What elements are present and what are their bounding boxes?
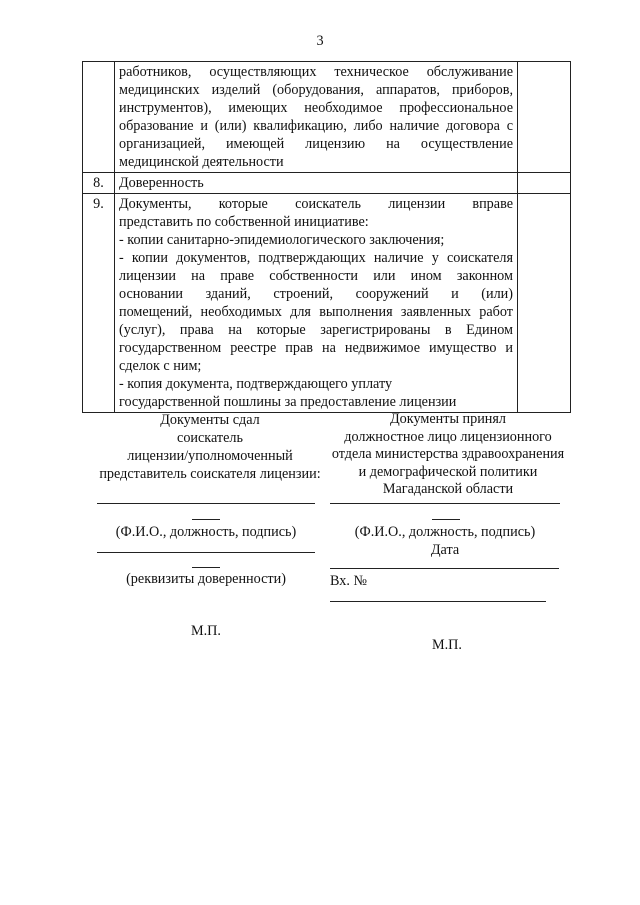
- row-number-cell: [83, 62, 115, 173]
- page-number: 3: [316, 33, 324, 49]
- table-row: [83, 173, 571, 194]
- submitter-fio-label: (Ф.И.О., должность, подпись): [115, 524, 297, 540]
- submitter-stamp-label: М.П.: [191, 623, 221, 639]
- heading-line: лицензии/уполномоченный: [127, 448, 293, 464]
- row-text-cell: Доверенность: [115, 173, 518, 194]
- text-line: сделок с ним;: [119, 358, 202, 374]
- date-label: Дата: [430, 542, 460, 558]
- text-line: медицинских изделий (оборудования, аппаратов, приборов,: [119, 82, 513, 98]
- text-line: (услуг), права на которые зарегистрированы в Едином: [119, 322, 513, 338]
- text-line: государственном реестре прав на недвижимое имущество и: [119, 340, 513, 356]
- text-line: работников, осуществляющих техническое обслуживание: [119, 64, 513, 80]
- requisites-line: [97, 552, 315, 553]
- mark-cell: [518, 194, 571, 413]
- table-row: [83, 194, 571, 413]
- acceptor-fio-label: (Ф.И.О., должность, подпись): [354, 524, 536, 540]
- heading-line: Документы принял: [390, 411, 506, 427]
- text-line: инструментов), имеющих необходимое профессиональное: [119, 100, 513, 116]
- row-number-cell: 9.: [83, 194, 115, 413]
- acceptor-stamp-label: М.П.: [432, 637, 462, 653]
- requisites-label: (реквизиты доверенности): [126, 571, 286, 587]
- heading-line: представитель соискателя лицензии:: [99, 466, 321, 482]
- text-line: основании зданий, строений, сооружений и (или): [119, 286, 513, 302]
- text-line: помещений, необходимых для выполнения заявленных работ: [119, 304, 513, 320]
- requisites-dash: [192, 567, 220, 568]
- documents-table: [82, 61, 571, 413]
- table-row: [83, 62, 571, 173]
- incoming-number-line: [330, 601, 546, 602]
- acceptor-signature-line: [330, 503, 560, 504]
- text-line: лицензии на праве собственности или ином законном: [119, 268, 513, 284]
- date-line: [330, 568, 559, 569]
- heading-line: отдела министерства здравоохранения: [331, 446, 565, 462]
- mark-cell: [518, 173, 571, 194]
- heading-line: и демографической политики: [358, 463, 538, 480]
- text-line: - копии документов, подтверждающих наличие у соискателя: [119, 250, 513, 266]
- heading-line: соискатель: [177, 430, 243, 446]
- acceptor-signature-dash: [432, 519, 460, 520]
- mark-cell: [518, 62, 571, 173]
- row-text-cell: [115, 194, 518, 413]
- accepted-by-heading: [322, 411, 574, 499]
- submitter-signature-line: [97, 503, 315, 504]
- text-line: Документы, которые соискатель лицензии вправе: [119, 196, 513, 212]
- heading-line: Магаданской области: [382, 481, 514, 497]
- text-line: образование и (или) квалификацию, либо наличие договора с: [119, 118, 513, 134]
- heading-line: должностное лицо лицензионного: [344, 428, 552, 445]
- row-number-cell: 8.: [83, 173, 115, 194]
- text-line: - копии санитарно-эпидемиологического заключения;: [119, 232, 445, 248]
- incoming-number-label: Вх. №: [330, 573, 367, 589]
- submitted-by-heading: [90, 411, 330, 483]
- text-line: - копия документа, подтверждающего уплату: [119, 376, 393, 392]
- text-line: государственной пошлины за предоставление лицензии: [119, 394, 457, 410]
- text-line: представить по собственной инициативе:: [119, 214, 369, 230]
- row-text-cell: [115, 62, 518, 173]
- text-line: организацией, имеющей лицензию на осуществление: [119, 136, 513, 152]
- submitter-signature-dash: [192, 519, 220, 520]
- heading-line: Документы сдал: [160, 412, 260, 428]
- text-line: медицинской деятельности: [119, 154, 284, 170]
